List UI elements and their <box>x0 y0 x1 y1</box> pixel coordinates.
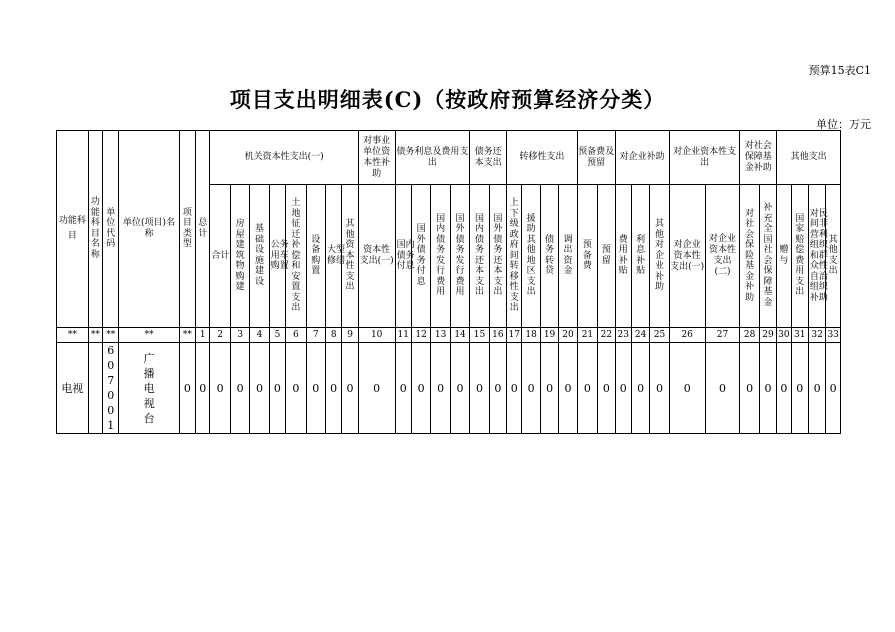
group-social-security: 对社会保障基金补助 <box>740 131 777 185</box>
value-cell: 0 <box>286 343 306 434</box>
value-cell: 0 <box>705 343 740 434</box>
index-cell: 12 <box>411 328 430 343</box>
value-cell: 0 <box>489 343 506 434</box>
value-cell: 0 <box>358 343 395 434</box>
value-cell: 0 <box>431 343 450 434</box>
sub-header: 赠与 <box>777 185 791 328</box>
value-cell: 0 <box>250 343 269 434</box>
value-cell: 0 <box>540 343 558 434</box>
header-func-code: 功能科目 <box>57 131 89 328</box>
sub-header: 其他支出 <box>826 185 841 328</box>
value-cell: 0 <box>326 343 342 434</box>
value-cell: 0 <box>650 343 669 434</box>
index-cell: ** <box>88 328 102 343</box>
sub-header: 设备购置 <box>306 185 325 328</box>
table-body <box>57 131 841 434</box>
value-cell: 0 <box>522 343 540 434</box>
cell-unit-code: 607001 <box>103 343 119 434</box>
sub-header: 援助其他地区支出 <box>522 185 540 328</box>
sub-header: 利息补贴 <box>631 185 649 328</box>
group-debt-interest: 债务利息及费用支出 <box>395 131 470 185</box>
cell-func-code <box>88 343 102 434</box>
sub-header: 上下级政府间转移性支出 <box>507 185 522 328</box>
value-cell: 0 <box>306 343 325 434</box>
sub-header: 基础设施建设 <box>250 185 269 328</box>
cell-unit-name: 广播电视台 <box>119 343 179 434</box>
header-func-name: 功能科目名称 <box>88 131 102 328</box>
sub-header: 费用补贴 <box>615 185 631 328</box>
header-unit-code: 单位代码 <box>103 131 119 328</box>
header-project-type: 项目类型 <box>179 131 195 328</box>
group-public-institution-subsidy: 对事业单位资本性补助 <box>358 131 395 185</box>
sub-header: 房屋建筑物购建 <box>230 185 249 328</box>
budget-table <box>56 130 841 434</box>
index-cell: 19 <box>540 328 558 343</box>
index-cell: 33 <box>826 328 841 343</box>
sub-header: 国内债务还本支出 <box>470 185 489 328</box>
index-cell: 24 <box>631 328 649 343</box>
group-enterprise-capital: 对企业资本性支出 <box>669 131 740 185</box>
header-unit-name: 单位(项目)名称 <box>119 131 179 328</box>
index-cell: 9 <box>342 328 358 343</box>
value-cell: 0 <box>791 343 808 434</box>
sub-header: 土地征迁补偿和安置支出 <box>286 185 306 328</box>
index-cell: 31 <box>791 328 808 343</box>
index-cell: 18 <box>522 328 540 343</box>
value-cell: 0 <box>342 343 358 434</box>
value-cell: 0 <box>395 343 411 434</box>
group-transfer: 转移性支出 <box>507 131 578 185</box>
sub-header: 对企业资本性支出(二) <box>705 185 740 328</box>
sub-header: 大型修缮 <box>326 185 342 328</box>
group-enterprise-subsidy: 对企业补助 <box>615 131 669 185</box>
sub-header: 国家赔偿费用支出 <box>791 185 808 328</box>
group-capital-expense: 机关资本性支出(一) <box>210 131 358 185</box>
index-cell: 22 <box>598 328 615 343</box>
sub-header: 其他对企业补助 <box>650 185 669 328</box>
sub-header: 国外债务发行费用 <box>450 185 469 328</box>
index-cell: 2 <box>210 328 230 343</box>
index-cell: 23 <box>615 328 631 343</box>
index-cell: ** <box>119 328 179 343</box>
value-cell: 0 <box>598 343 615 434</box>
form-number: 预算15表C1 <box>808 64 871 77</box>
sub-header: 其他资本性支出 <box>342 185 358 328</box>
value-cell: 0 <box>507 343 522 434</box>
page-title: 项目支出明细表(C)（按政府预算经济分类） <box>229 87 666 112</box>
index-cell: 15 <box>470 328 489 343</box>
sub-header: 国内债务发行费用 <box>431 185 450 328</box>
index-cell: 29 <box>759 328 776 343</box>
value-cell: 0 <box>669 343 705 434</box>
index-cell: 4 <box>250 328 269 343</box>
index-cell: 8 <box>326 328 342 343</box>
header-total: 总计 <box>196 131 210 328</box>
sub-header: 国内债务付息 <box>395 185 411 328</box>
sub-header: 调出资金 <box>559 185 577 328</box>
index-row <box>57 328 841 343</box>
sub-header: 对民间非营利组织和群众性自治组织补助 <box>808 185 825 328</box>
index-cell: 17 <box>507 328 522 343</box>
sub-header: 补充全国社会保障基金 <box>759 185 776 328</box>
index-cell: 3 <box>230 328 249 343</box>
sub-header: 国外债务付息 <box>411 185 430 328</box>
cell-project-type: 0 <box>196 343 210 434</box>
index-cell: 10 <box>358 328 395 343</box>
value-cell: 0 <box>777 343 791 434</box>
sub-header: 公务用车购置 <box>269 185 285 328</box>
index-cell: 14 <box>450 328 469 343</box>
index-cell: 25 <box>650 328 669 343</box>
value-cell: 0 <box>577 343 597 434</box>
header-row-groups <box>57 131 841 185</box>
unit-label: 单位：万元 <box>816 118 871 131</box>
cell-func-name: 电视 <box>57 343 89 434</box>
index-cell: 7 <box>306 328 325 343</box>
sub-header: 对企业资本性支出(一) <box>669 185 705 328</box>
sub-header: 对社会保险基金补助 <box>740 185 759 328</box>
value-cell: 0 <box>411 343 430 434</box>
index-cell: 26 <box>669 328 705 343</box>
value-cell: 0 <box>631 343 649 434</box>
sub-header: 合计 <box>210 185 230 328</box>
value-cell: 0 <box>559 343 577 434</box>
sub-header: 预留 <box>598 185 615 328</box>
index-cell: 21 <box>577 328 597 343</box>
index-cell: 32 <box>808 328 825 343</box>
index-cell: 30 <box>777 328 791 343</box>
value-cell: 0 <box>210 343 230 434</box>
sub-header: 预备费 <box>577 185 597 328</box>
index-cell: 16 <box>489 328 506 343</box>
value-cell: 0 <box>759 343 776 434</box>
index-cell: 13 <box>431 328 450 343</box>
group-reserve: 预备费及预留 <box>577 131 615 185</box>
index-cell: 11 <box>395 328 411 343</box>
value-cell: 0 <box>740 343 759 434</box>
sub-header: 资本性支出(一) <box>358 185 395 328</box>
value-cell: 0 <box>230 343 249 434</box>
table-row <box>57 343 841 434</box>
index-cell: 5 <box>269 328 285 343</box>
value-cell: 0 <box>808 343 825 434</box>
value-cell: 0 <box>269 343 285 434</box>
group-debt-principal: 债务还本支出 <box>470 131 507 185</box>
index-cell: ** <box>179 328 195 343</box>
index-cell: ** <box>57 328 89 343</box>
index-cell: 1 <box>196 328 210 343</box>
index-cell: 27 <box>705 328 740 343</box>
index-cell: ** <box>103 328 119 343</box>
index-cell: 28 <box>740 328 759 343</box>
value-cell: 0 <box>826 343 841 434</box>
value-cell: 0 <box>470 343 489 434</box>
index-cell: 20 <box>559 328 577 343</box>
value-cell: 0 <box>615 343 631 434</box>
value-cell: 0 <box>450 343 469 434</box>
sub-header: 国外债务还本支出 <box>489 185 506 328</box>
group-other: 其他支出 <box>777 131 841 185</box>
sub-header: 债务转贷 <box>540 185 558 328</box>
cell-project-name: 0 <box>179 343 195 434</box>
index-cell: 6 <box>286 328 306 343</box>
